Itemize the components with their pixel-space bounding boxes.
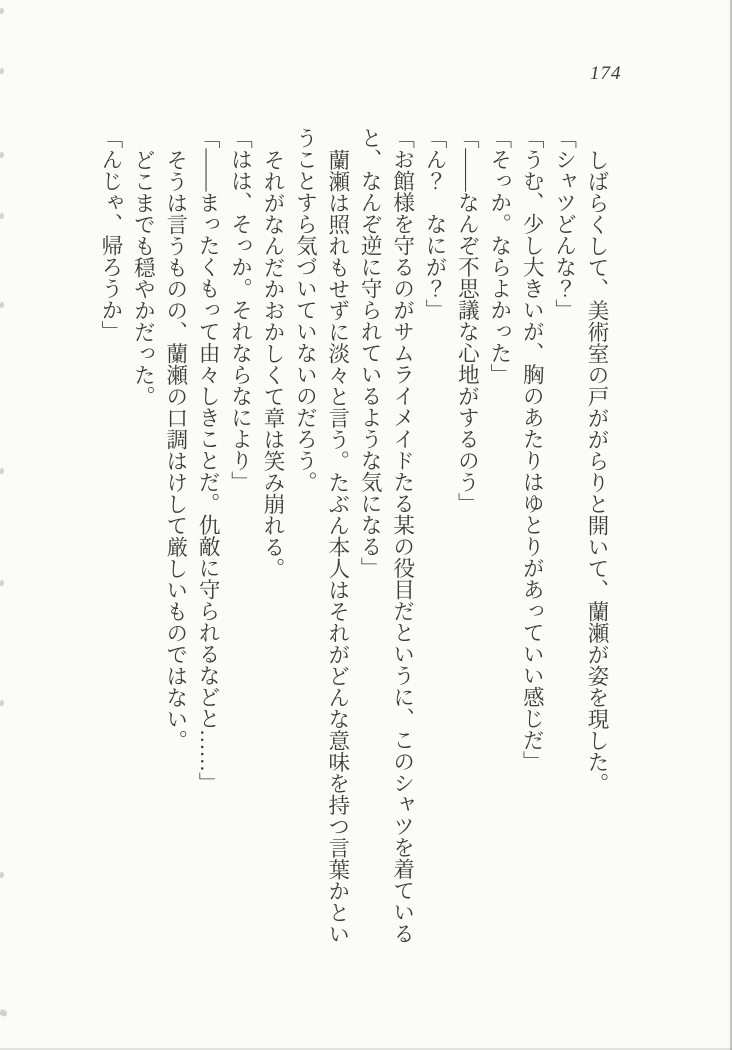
paragraph: 「そっか。ならよかった」: [487, 127, 512, 385]
scan-artifact: [0, 8, 5, 15]
paragraph: 「はは、そっか。それならなにより」: [228, 127, 253, 493]
paragraph: しばらくして、美術室の戸ががらりと開いて、蘭瀬が姿を現した。: [585, 148, 609, 794]
scan-artifact: [0, 213, 5, 220]
scan-artifact: [0, 152, 5, 159]
paragraph: どこまでも穏やかだった。: [131, 148, 156, 407]
scan-artifact: [0, 68, 5, 75]
paragraph: それがなんだかおかしくて章は笑み崩れる。: [260, 148, 285, 579]
paragraph: 「ん？ なにが？」: [422, 127, 447, 321]
scan-artifact: [0, 580, 5, 587]
paragraph: 「――まったくもって由々しきことだ。仇敵に守られるなどと……」: [196, 127, 221, 794]
vertical-text-block: [95, 127, 614, 945]
scan-artifact: [0, 872, 5, 879]
scan-artifact: [0, 468, 5, 475]
paragraph: 「んじゃ、帰ろうか」: [98, 127, 123, 342]
paragraph: 「――なんぞ不思議な心地がするのう」: [455, 127, 480, 514]
paragraph: 「シャツどんな？」: [552, 127, 577, 321]
paragraph: 「うむ、少し大きいが、胸のあたりはゆとりがあっていい感じだ」: [520, 127, 545, 772]
scan-artifact: [0, 1009, 8, 1017]
paragraph: そうは言うものの、蘭瀬の口調はけして厳しいものではない。: [163, 148, 188, 751]
paragraph: 蘭瀬は照れもせずに淡々と言う。たぶん本人はそれがどんな意味を持つ言葉かということすら気づいていないのだろう。: [293, 127, 350, 944]
scan-artifact: [0, 700, 5, 707]
scan-artifact: [0, 302, 5, 309]
paragraph: 「お館様を守るのがサムライメイドたる某の役目だというに、このシャツを着ていると、なんぞ逆に守られているような気になる」: [358, 127, 415, 944]
page-number: 174: [590, 63, 622, 84]
